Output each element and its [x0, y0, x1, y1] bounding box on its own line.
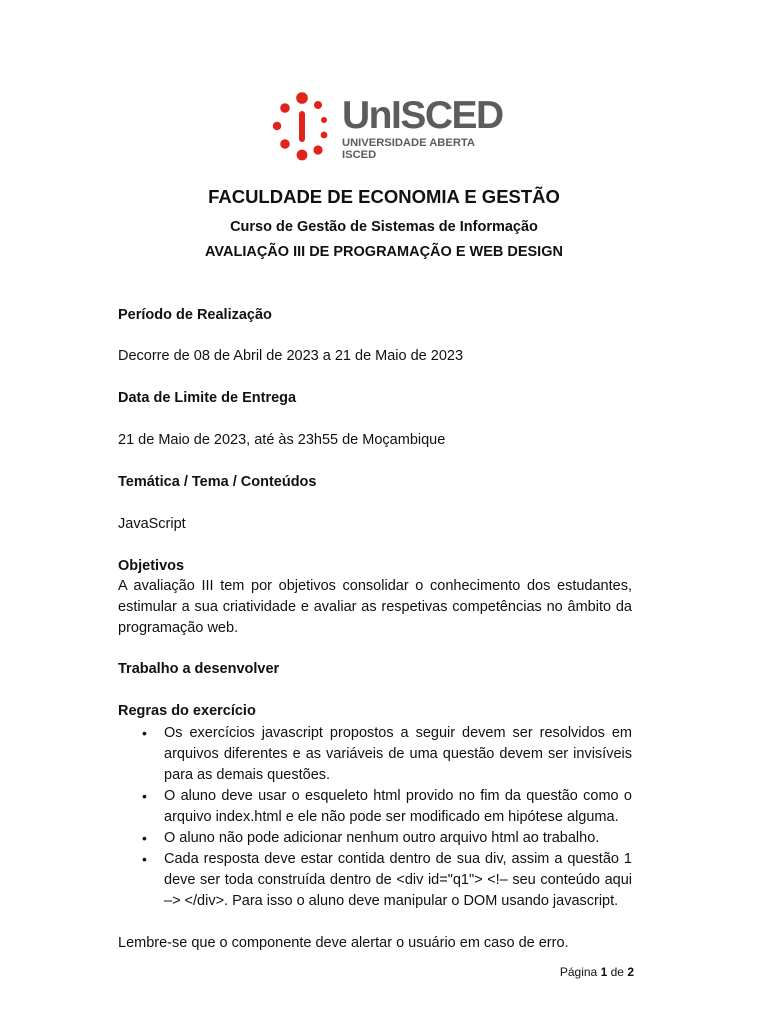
- logo-dots-icon: [268, 88, 336, 164]
- theme-heading: Temática / Tema / Conteúdos: [118, 474, 317, 490]
- objectives-text: A avaliação III tem por objetivos consolidar o conhecimento dos estudantes, estimular a sua criatividade e avaliar as respetivas competências no âmbito da programação web.: [118, 578, 632, 636]
- reminder-text: Lembre-se que o componente deve alertar o usuário em caso de erro.: [118, 935, 569, 951]
- page-current: 1: [600, 965, 608, 979]
- page-total: 2: [627, 965, 634, 979]
- period-text: Decorre de 08 de Abril de 2023 a 21 de Maio de 2023: [118, 348, 464, 364]
- list-item: • O aluno não pode adicionar nenhum outro arquivo html ao trabalho.: [118, 828, 632, 849]
- page-footer: [0, 965, 634, 979]
- list-item: • Os exercícios javascript propostos a seguir devem ser resolvidos em arquivos diferentes e as variáveis de uma questão devem ser invisíveis para as demais questões.: [118, 723, 632, 786]
- page-label: Página: [559, 965, 598, 979]
- assessment-title: AVALIAÇÃO III DE PROGRAMAÇÃO E WEB DESIGN: [205, 244, 563, 260]
- objectives-heading: Objetivos: [118, 558, 185, 574]
- deadline-text: 21 de Maio de 2023, até às 23h55 de Moçambique: [118, 432, 446, 448]
- faculty-title: FACULDADE DE ECONOMIA E GESTÃO: [208, 186, 560, 207]
- period-heading: Período de Realização: [118, 307, 272, 323]
- logo-subtitle: UNIVERSIDADE ABERTA ISCED: [342, 137, 475, 161]
- rules-heading: Regras do exercício: [118, 703, 256, 719]
- theme-text: JavaScript: [118, 516, 186, 532]
- page-of: de: [610, 965, 624, 979]
- course-title: Curso de Gestão de Sistemas de Informação: [230, 219, 538, 235]
- list-item: • Cada resposta deve estar contida dentro de sua div, assim a questão 1 deve ser toda construída dentro de <div id="q1"> <!– seu conteúdo aqui –> </div>. Para isso o aluno deve manipular o DOM usando javascript.: [118, 849, 632, 912]
- rules-list-container: [118, 723, 632, 912]
- deadline-heading: Data de Limite de Entrega: [118, 390, 297, 406]
- list-item: • O aluno deve usar o esqueleto html provido no fim da questão como o arquivo index.html e ele não pode ser modificado em hipótese alguma.: [118, 786, 632, 828]
- university-logo: [268, 88, 503, 164]
- work-heading: Trabalho a desenvolver: [118, 661, 280, 677]
- logo-brand-text: UnISCED: [342, 94, 503, 137]
- rules-list: [118, 723, 632, 912]
